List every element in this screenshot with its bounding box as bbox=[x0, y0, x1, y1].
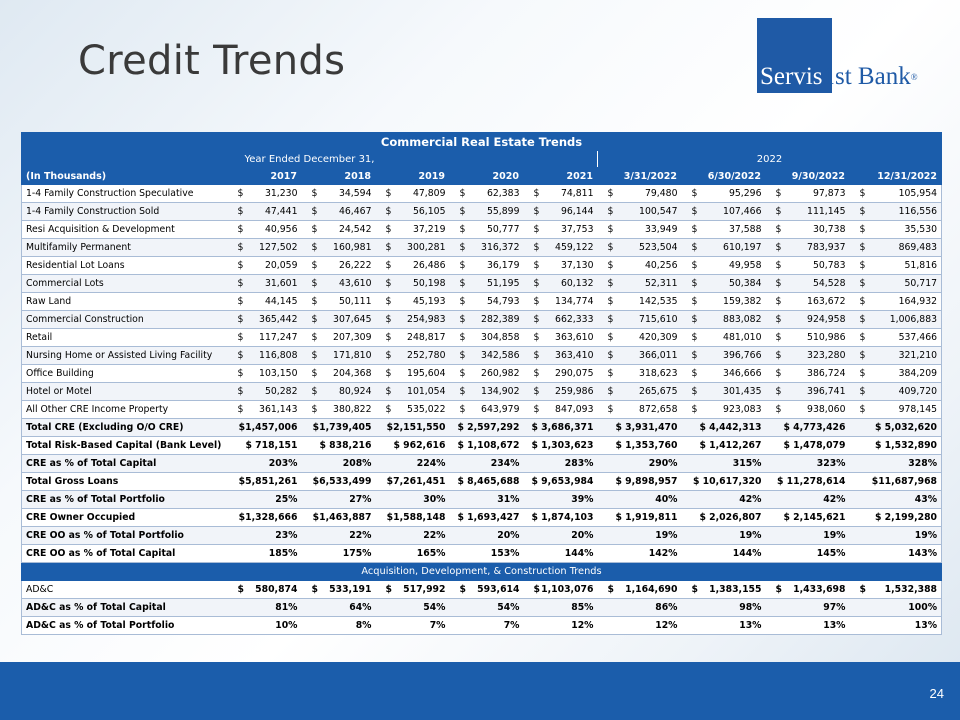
table-cell: 224% bbox=[376, 455, 450, 473]
table-cell: 43% bbox=[850, 491, 942, 509]
table-cell: $ 37,130 bbox=[524, 257, 598, 275]
table-cell: 42% bbox=[682, 491, 766, 509]
table-cell: $ 924,958 bbox=[766, 311, 850, 329]
table-cell: $ 9,898,957 bbox=[598, 473, 682, 491]
row-label: Total Gross Loans bbox=[22, 473, 228, 491]
table-cell: $ 361,143 bbox=[228, 401, 302, 419]
table-cell: $ 80,924 bbox=[302, 383, 376, 401]
table-cell: $ 103,150 bbox=[228, 365, 302, 383]
table-cell: $ 20,059 bbox=[228, 257, 302, 275]
table-cell: $1,463,887 bbox=[302, 509, 376, 527]
table-row bbox=[22, 545, 942, 563]
table-cell: 165% bbox=[376, 545, 450, 563]
table-row bbox=[22, 419, 942, 437]
table-cell: 27% bbox=[302, 491, 376, 509]
table-cell: $ 47,441 bbox=[228, 203, 302, 221]
table-cell: $ 1,532,890 bbox=[850, 437, 942, 455]
row-label: Hotel or Motel bbox=[22, 383, 228, 401]
row-label: Total CRE (Excluding O/O CRE) bbox=[22, 419, 228, 437]
table-cell: $ 31,601 bbox=[228, 275, 302, 293]
table-cell: $ 26,222 bbox=[302, 257, 376, 275]
table-cell: $ 316,372 bbox=[450, 239, 524, 257]
table-cell: $ 254,983 bbox=[376, 311, 450, 329]
table-cell: 54% bbox=[450, 599, 524, 617]
table-cell: $ 142,535 bbox=[598, 293, 682, 311]
table-cell: $ 54,793 bbox=[450, 293, 524, 311]
table-cell: 13% bbox=[766, 617, 850, 635]
page-title: Credit Trends bbox=[78, 38, 346, 84]
table-cell: $ 47,809 bbox=[376, 185, 450, 203]
table-row bbox=[22, 365, 942, 383]
table-cell: $ 300,281 bbox=[376, 239, 450, 257]
table-cell: $ 164,932 bbox=[850, 293, 942, 311]
table-cell: $ 593,614 bbox=[450, 581, 524, 599]
table-cell: $ 380,822 bbox=[302, 401, 376, 419]
table-cell: $ 50,111 bbox=[302, 293, 376, 311]
table-cell: $ 10,617,320 bbox=[682, 473, 766, 491]
table-body bbox=[22, 185, 942, 635]
table-cell: 25% bbox=[228, 491, 302, 509]
table-cell: $ 3,931,470 bbox=[598, 419, 682, 437]
table-cell: $ 847,093 bbox=[524, 401, 598, 419]
table-cell: $ 1,108,672 bbox=[450, 437, 524, 455]
group-header-2022: 2022 bbox=[598, 151, 942, 168]
table-cell: $ 74,811 bbox=[524, 185, 598, 203]
table-row bbox=[22, 203, 942, 221]
table-cell: $ 11,278,614 bbox=[766, 473, 850, 491]
table-cell: $ 56,105 bbox=[376, 203, 450, 221]
row-label: CRE OO as % of Total Capital bbox=[22, 545, 228, 563]
row-label: AD&C as % of Total Capital bbox=[22, 599, 228, 617]
table-cell: $ 304,858 bbox=[450, 329, 524, 347]
table-cell: $ 260,982 bbox=[450, 365, 524, 383]
table-cell: $ 1,874,103 bbox=[524, 509, 598, 527]
table-cell: $ 365,442 bbox=[228, 311, 302, 329]
group-header-row bbox=[22, 151, 942, 168]
table-cell: $ 420,309 bbox=[598, 329, 682, 347]
table-cell: $ 252,780 bbox=[376, 347, 450, 365]
table-row bbox=[22, 221, 942, 239]
table-cell: $ 783,937 bbox=[766, 239, 850, 257]
table-row bbox=[22, 581, 942, 599]
row-label: Raw Land bbox=[22, 293, 228, 311]
table-cell: $ 171,810 bbox=[302, 347, 376, 365]
table-cell: 85% bbox=[524, 599, 598, 617]
adc-section-header-row bbox=[22, 563, 942, 581]
table-cell: $ 838,216 bbox=[302, 437, 376, 455]
table-cell: 323% bbox=[766, 455, 850, 473]
table-cell: $ 204,368 bbox=[302, 365, 376, 383]
table-cell: $ 459,122 bbox=[524, 239, 598, 257]
table-cell: $ 643,979 bbox=[450, 401, 524, 419]
table-cell: $ 163,672 bbox=[766, 293, 850, 311]
table-row bbox=[22, 509, 942, 527]
table-cell: 175% bbox=[302, 545, 376, 563]
table-row bbox=[22, 185, 942, 203]
column-header: 2021 bbox=[524, 168, 598, 185]
table-cell: $ 301,435 bbox=[682, 383, 766, 401]
table-cell: 100% bbox=[850, 599, 942, 617]
unit-label: (In Thousands) bbox=[22, 168, 228, 185]
table-cell: $ 8,465,688 bbox=[450, 473, 524, 491]
row-label: AD&C as % of Total Portfolio bbox=[22, 617, 228, 635]
table-cell: $ 50,777 bbox=[450, 221, 524, 239]
table-cell: $ 342,586 bbox=[450, 347, 524, 365]
table-cell: $ 4,773,426 bbox=[766, 419, 850, 437]
table-cell: $ 1,303,623 bbox=[524, 437, 598, 455]
table-cell: 97% bbox=[766, 599, 850, 617]
table-row bbox=[22, 455, 942, 473]
table-cell: $ 95,296 bbox=[682, 185, 766, 203]
table-cell: $ 40,256 bbox=[598, 257, 682, 275]
table-cell: 23% bbox=[228, 527, 302, 545]
table-cell: 12% bbox=[524, 617, 598, 635]
table-cell: 98% bbox=[682, 599, 766, 617]
row-label: 1-4 Family Construction Sold bbox=[22, 203, 228, 221]
row-label: Resi Acquisition & Development bbox=[22, 221, 228, 239]
table-cell: $ 363,410 bbox=[524, 347, 598, 365]
table-cell: $ 386,724 bbox=[766, 365, 850, 383]
table-cell: $ 1,353,760 bbox=[598, 437, 682, 455]
table-cell: $ 52,311 bbox=[598, 275, 682, 293]
table-cell: $ 195,604 bbox=[376, 365, 450, 383]
table-row bbox=[22, 401, 942, 419]
table-cell: $ 107,466 bbox=[682, 203, 766, 221]
table-cell: 20% bbox=[524, 527, 598, 545]
table-cell: 328% bbox=[850, 455, 942, 473]
table-cell: 8% bbox=[302, 617, 376, 635]
table-cell: $ 50,282 bbox=[228, 383, 302, 401]
table-cell: $ 1,919,811 bbox=[598, 509, 682, 527]
table-cell: $ 3,686,371 bbox=[524, 419, 598, 437]
column-header: 6/30/2022 bbox=[682, 168, 766, 185]
table-title-row bbox=[22, 133, 942, 151]
bank-logo bbox=[760, 60, 918, 94]
table-row bbox=[22, 239, 942, 257]
table-row bbox=[22, 311, 942, 329]
table-cell: $ 37,588 bbox=[682, 221, 766, 239]
table-cell: 20% bbox=[450, 527, 524, 545]
table-row bbox=[22, 329, 942, 347]
table-cell: $ 883,082 bbox=[682, 311, 766, 329]
table-cell: $ 51,195 bbox=[450, 275, 524, 293]
table-row bbox=[22, 473, 942, 491]
table-cell: $ 9,653,984 bbox=[524, 473, 598, 491]
table-cell: $ 265,675 bbox=[598, 383, 682, 401]
row-label: CRE Owner Occupied bbox=[22, 509, 228, 527]
table-row bbox=[22, 293, 942, 311]
table-cell: 12% bbox=[598, 617, 682, 635]
table-cell: $ 44,145 bbox=[228, 293, 302, 311]
registered-mark: ® bbox=[910, 72, 918, 82]
column-header: 2018 bbox=[302, 168, 376, 185]
table-cell: 13% bbox=[682, 617, 766, 635]
row-label: Multifamily Permanent bbox=[22, 239, 228, 257]
table-cell: $ 50,198 bbox=[376, 275, 450, 293]
table-cell: $ 1,103,076 bbox=[524, 581, 598, 599]
table-cell: 290% bbox=[598, 455, 682, 473]
table-cell: $ 282,389 bbox=[450, 311, 524, 329]
column-header: 2017 bbox=[228, 168, 302, 185]
table-cell: 19% bbox=[682, 527, 766, 545]
table-cell: $ 1,693,427 bbox=[450, 509, 524, 527]
table-cell: $ 31,230 bbox=[228, 185, 302, 203]
table-cell: $ 50,717 bbox=[850, 275, 942, 293]
table-cell: $ 43,610 bbox=[302, 275, 376, 293]
row-label: All Other CRE Income Property bbox=[22, 401, 228, 419]
table-cell: $ 37,753 bbox=[524, 221, 598, 239]
table-cell: 283% bbox=[524, 455, 598, 473]
table-cell: 144% bbox=[682, 545, 766, 563]
table-cell: $ 160,981 bbox=[302, 239, 376, 257]
table-cell: $ 101,054 bbox=[376, 383, 450, 401]
table-cell: $ 30,738 bbox=[766, 221, 850, 239]
table-cell: $ 207,309 bbox=[302, 329, 376, 347]
cre-trends-table bbox=[21, 132, 942, 635]
table-cell: $ 384,209 bbox=[850, 365, 942, 383]
logo-text-part2: 1st Bank bbox=[822, 63, 911, 90]
table-cell: 40% bbox=[598, 491, 682, 509]
row-label: Residential Lot Loans bbox=[22, 257, 228, 275]
table-cell: $ 523,504 bbox=[598, 239, 682, 257]
table-cell: $ 1,164,690 bbox=[598, 581, 682, 599]
table-cell: $ 26,486 bbox=[376, 257, 450, 275]
table-title: Commercial Real Estate Trends bbox=[22, 133, 942, 151]
table-cell: $ 96,144 bbox=[524, 203, 598, 221]
table-row bbox=[22, 347, 942, 365]
row-label: CRE as % of Total Portfolio bbox=[22, 491, 228, 509]
table-cell: $ 51,816 bbox=[850, 257, 942, 275]
table-cell: 7% bbox=[376, 617, 450, 635]
group-header-years: Year Ended December 31, bbox=[22, 151, 598, 168]
table-cell: $ 37,219 bbox=[376, 221, 450, 239]
table-cell: $ 2,597,292 bbox=[450, 419, 524, 437]
column-header: 3/31/2022 bbox=[598, 168, 682, 185]
table-cell: $ 580,874 bbox=[228, 581, 302, 599]
adc-section-title: Acquisition, Development, & Construction Trends bbox=[22, 563, 942, 581]
table-cell: $11,687,968 bbox=[850, 473, 942, 491]
table-cell: 208% bbox=[302, 455, 376, 473]
table-cell: $ 363,610 bbox=[524, 329, 598, 347]
table-cell: 143% bbox=[850, 545, 942, 563]
table-cell: 30% bbox=[376, 491, 450, 509]
table-row bbox=[22, 437, 942, 455]
table-cell: $ 49,958 bbox=[682, 257, 766, 275]
table-cell: $ 62,383 bbox=[450, 185, 524, 203]
table-cell: $ 869,483 bbox=[850, 239, 942, 257]
table-cell: 185% bbox=[228, 545, 302, 563]
table-cell: $ 923,083 bbox=[682, 401, 766, 419]
table-cell: 39% bbox=[524, 491, 598, 509]
table-cell: $ 718,151 bbox=[228, 437, 302, 455]
column-header: 9/30/2022 bbox=[766, 168, 850, 185]
table-cell: $ 34,594 bbox=[302, 185, 376, 203]
table-cell: $ 366,011 bbox=[598, 347, 682, 365]
table-cell: 22% bbox=[302, 527, 376, 545]
row-label: CRE OO as % of Total Portfolio bbox=[22, 527, 228, 545]
table-cell: $ 105,954 bbox=[850, 185, 942, 203]
table-cell: 13% bbox=[850, 617, 942, 635]
table-cell: $1,588,148 bbox=[376, 509, 450, 527]
column-header-row bbox=[22, 168, 942, 185]
table-cell: 19% bbox=[850, 527, 942, 545]
row-label: Commercial Lots bbox=[22, 275, 228, 293]
table-cell: $ 481,010 bbox=[682, 329, 766, 347]
table-cell: $6,533,499 bbox=[302, 473, 376, 491]
table-cell: $ 40,956 bbox=[228, 221, 302, 239]
table-cell: $ 134,902 bbox=[450, 383, 524, 401]
table-cell: $ 54,528 bbox=[766, 275, 850, 293]
row-label: Total Risk-Based Capital (Bank Level) bbox=[22, 437, 228, 455]
table-cell: $ 248,817 bbox=[376, 329, 450, 347]
row-label: Retail bbox=[22, 329, 228, 347]
table-cell: 203% bbox=[228, 455, 302, 473]
table-cell: $ 46,467 bbox=[302, 203, 376, 221]
table-cell: 142% bbox=[598, 545, 682, 563]
table-cell: $ 50,783 bbox=[766, 257, 850, 275]
table-cell: 10% bbox=[228, 617, 302, 635]
table-cell: 19% bbox=[598, 527, 682, 545]
table-cell: 144% bbox=[524, 545, 598, 563]
table-cell: $ 321,210 bbox=[850, 347, 942, 365]
table-cell: $ 517,992 bbox=[376, 581, 450, 599]
table-cell: $ 79,480 bbox=[598, 185, 682, 203]
table-cell: $5,851,261 bbox=[228, 473, 302, 491]
row-label: Commercial Construction bbox=[22, 311, 228, 329]
table-cell: 19% bbox=[766, 527, 850, 545]
table-row bbox=[22, 527, 942, 545]
table-cell: 86% bbox=[598, 599, 682, 617]
table-cell: $1,328,666 bbox=[228, 509, 302, 527]
table-cell: 42% bbox=[766, 491, 850, 509]
page-number: 24 bbox=[929, 686, 944, 701]
row-label: 1-4 Family Construction Speculative bbox=[22, 185, 228, 203]
table-cell: 7% bbox=[450, 617, 524, 635]
table-cell: $ 537,466 bbox=[850, 329, 942, 347]
table-cell: 31% bbox=[450, 491, 524, 509]
row-label: CRE as % of Total Capital bbox=[22, 455, 228, 473]
table-cell: $ 24,542 bbox=[302, 221, 376, 239]
table-cell: $ 535,022 bbox=[376, 401, 450, 419]
table-cell: 153% bbox=[450, 545, 524, 563]
table-cell: $ 307,645 bbox=[302, 311, 376, 329]
table-cell: $ 60,132 bbox=[524, 275, 598, 293]
table-row bbox=[22, 383, 942, 401]
table-cell: $ 662,333 bbox=[524, 311, 598, 329]
table-cell: 64% bbox=[302, 599, 376, 617]
table-cell: $ 35,530 bbox=[850, 221, 942, 239]
table-cell: $ 117,247 bbox=[228, 329, 302, 347]
table-row bbox=[22, 257, 942, 275]
table-cell: $1,739,405 bbox=[302, 419, 376, 437]
table-cell: $ 1,412,267 bbox=[682, 437, 766, 455]
table-cell: $ 2,199,280 bbox=[850, 509, 942, 527]
table-cell: $ 409,720 bbox=[850, 383, 942, 401]
table-cell: $ 116,556 bbox=[850, 203, 942, 221]
table-cell: $ 4,442,313 bbox=[682, 419, 766, 437]
table-cell: $ 36,179 bbox=[450, 257, 524, 275]
table-cell: $2,151,550 bbox=[376, 419, 450, 437]
table-row bbox=[22, 275, 942, 293]
table-cell: 234% bbox=[450, 455, 524, 473]
table-cell: 315% bbox=[682, 455, 766, 473]
table-cell: $ 45,193 bbox=[376, 293, 450, 311]
table-cell: $ 1,478,079 bbox=[766, 437, 850, 455]
table-cell: 145% bbox=[766, 545, 850, 563]
table-cell: 22% bbox=[376, 527, 450, 545]
table-cell: $ 1,006,883 bbox=[850, 311, 942, 329]
table-cell: $ 100,547 bbox=[598, 203, 682, 221]
table-cell: $ 1,433,698 bbox=[766, 581, 850, 599]
table-cell: $ 259,986 bbox=[524, 383, 598, 401]
table-cell: $ 2,026,807 bbox=[682, 509, 766, 527]
table-cell: $ 1,383,155 bbox=[682, 581, 766, 599]
table-cell: $ 396,741 bbox=[766, 383, 850, 401]
table-cell: $1,457,006 bbox=[228, 419, 302, 437]
row-label: AD&C bbox=[22, 581, 228, 599]
table-cell: $ 111,145 bbox=[766, 203, 850, 221]
column-header: 2020 bbox=[450, 168, 524, 185]
table-cell: $ 127,502 bbox=[228, 239, 302, 257]
table-cell: $ 962,616 bbox=[376, 437, 450, 455]
table-cell: $ 872,658 bbox=[598, 401, 682, 419]
table-cell: $ 715,610 bbox=[598, 311, 682, 329]
table-cell: $ 610,197 bbox=[682, 239, 766, 257]
table-cell: $ 346,666 bbox=[682, 365, 766, 383]
table-cell: $ 396,766 bbox=[682, 347, 766, 365]
footer-bar bbox=[0, 662, 960, 720]
table-cell: $7,261,451 bbox=[376, 473, 450, 491]
column-header: 12/31/2022 bbox=[850, 168, 942, 185]
table-cell: $ 116,808 bbox=[228, 347, 302, 365]
table-cell: $ 1,532,388 bbox=[850, 581, 942, 599]
table-cell: $ 290,075 bbox=[524, 365, 598, 383]
table-cell: $ 323,280 bbox=[766, 347, 850, 365]
table-cell: 54% bbox=[376, 599, 450, 617]
table-cell: $ 55,899 bbox=[450, 203, 524, 221]
table-cell: 81% bbox=[228, 599, 302, 617]
table-cell: $ 938,060 bbox=[766, 401, 850, 419]
table-row bbox=[22, 599, 942, 617]
table-cell: $ 318,623 bbox=[598, 365, 682, 383]
table-cell: $ 978,145 bbox=[850, 401, 942, 419]
table-row bbox=[22, 617, 942, 635]
table-cell: $ 33,949 bbox=[598, 221, 682, 239]
table-cell: $ 159,382 bbox=[682, 293, 766, 311]
table-cell: $ 2,145,621 bbox=[766, 509, 850, 527]
column-header: 2019 bbox=[376, 168, 450, 185]
table-row bbox=[22, 491, 942, 509]
row-label: Office Building bbox=[22, 365, 228, 383]
table-cell: $ 510,986 bbox=[766, 329, 850, 347]
table-cell: $ 50,384 bbox=[682, 275, 766, 293]
table-cell: $ 97,873 bbox=[766, 185, 850, 203]
table-cell: $ 134,774 bbox=[524, 293, 598, 311]
table-cell: $ 5,032,620 bbox=[850, 419, 942, 437]
row-label: Nursing Home or Assisted Living Facility bbox=[22, 347, 228, 365]
table-cell: $ 533,191 bbox=[302, 581, 376, 599]
logo-text-part1: Servis bbox=[760, 63, 823, 90]
